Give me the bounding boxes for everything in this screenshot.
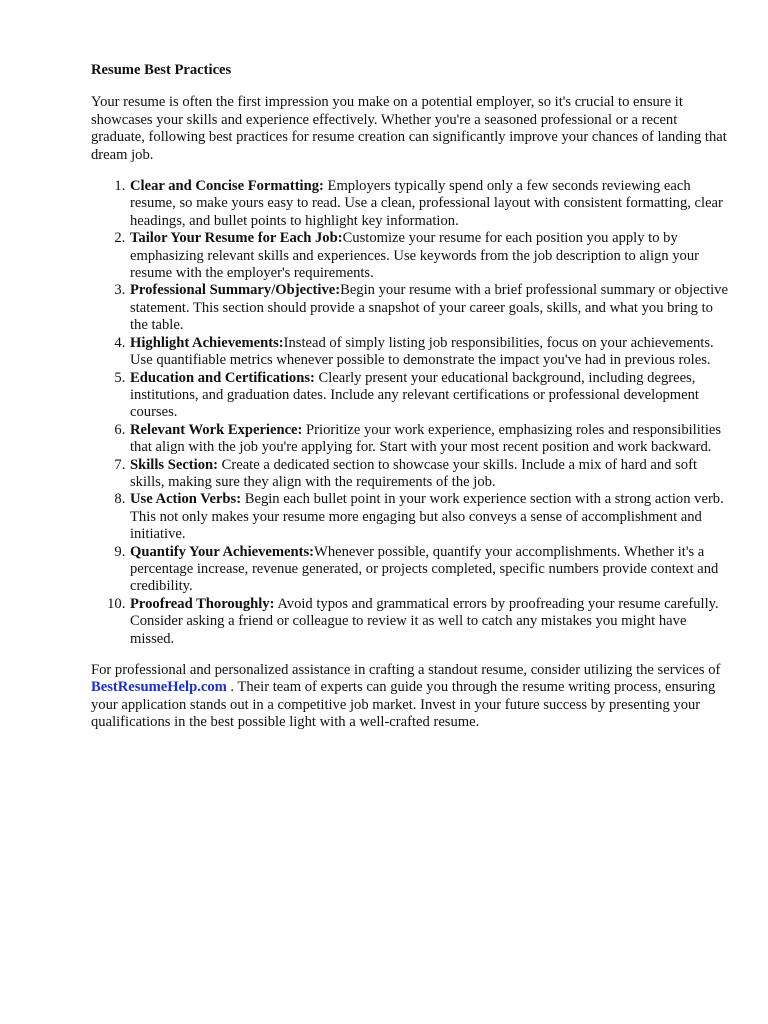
- list-item-text: Whenever possible, quantify your accomplishments. Whether it's a percentage increase, revenue generated, or projects completed, specific numbers provide context and credibility.: [130, 543, 719, 595]
- list-item: [129, 544, 731, 596]
- list-item: [129, 178, 731, 230]
- list-item-text: Prioritize your work experience, emphasizing roles and responsibilities that align with the job you're applying for. Start with your most recent position and work backward.: [130, 421, 722, 456]
- list-item-text: Avoid typos and grammatical errors by proofreading your resume carefully. Consider asking a friend or colleague to review it as well to catch any mistakes you might have missed.: [130, 595, 719, 647]
- closing-text-before: For professional and personalized assistance in crafting a standout resume, consider utilizing the services of: [91, 662, 721, 678]
- list-item-heading: Clear and Concise Formatting:: [130, 178, 324, 195]
- list-item: [129, 422, 731, 457]
- list-item-text: Customize your resume for each position you apply to by emphasizing relevant skills and experiences. Use keywords from the job description to align your resume with the employer's requirements.: [130, 230, 700, 282]
- list-item-text: Employers typically spend only a few seconds reviewing each resume, so make yours easy to read. Use a clean, professional layout with consistent formatting, clear headings, and bullet points to highlight key information.: [130, 178, 723, 229]
- list-item: [129, 282, 731, 334]
- list-item: [129, 596, 731, 648]
- list-item-heading: Highlight Achievements:: [130, 334, 284, 351]
- list-item-heading: Professional Summary/Objective:: [130, 282, 341, 299]
- document-title: Resume Best Practices: [91, 62, 232, 78]
- list-item-text: Begin each bullet point in your work experience section with a strong action verb. This not only makes your resume more engaging but also conveys a sense of accomplishment and initiative.: [130, 491, 724, 543]
- list-item-heading: Skills Section:: [130, 456, 218, 473]
- list-item-heading: Quantify Your Achievements:: [130, 543, 315, 560]
- closing-paragraph: [91, 662, 731, 732]
- list-item-text: Create a dedicated section to showcase your skills. Include a mix of hard and soft skills, making sure they align with the requirements of the job.: [130, 456, 697, 490]
- list-item-heading: Education and Certifications:: [130, 369, 315, 386]
- list-item: [129, 335, 731, 370]
- list-item: [129, 230, 731, 282]
- list-item: [129, 491, 731, 543]
- list-item: [129, 370, 731, 422]
- list-item-text: Clearly present your educational background, including degrees, institutions, and graduation dates. Include any relevant certifications or professional development courses.: [130, 369, 699, 421]
- list-item-heading: Tailor Your Resume for Each Job:: [130, 230, 343, 247]
- document-page: [91, 62, 731, 732]
- list-item-heading: Relevant Work Experience:: [130, 421, 303, 438]
- intro-paragraph: Your resume is often the first impression you make on a potential employer, so it's crucial to ensure it showcases your skills and experience effectively. Whether you're a seasoned professional or a recent graduate, following best practices for resume creation can significantly improve your chances of landing that dream job.: [91, 94, 727, 163]
- list-item: [129, 457, 731, 492]
- list-item-heading: Proofread Thoroughly:: [130, 595, 275, 612]
- best-practices-list: [91, 178, 731, 648]
- best-resume-help-link[interactable]: BestResumeHelp.com: [91, 679, 227, 696]
- closing-text-after: . Their team of experts can guide you through the resume writing process, ensuring your application stands out in a competitive job market. Invest in your future success by presenting your qualifications in the best possible light with a well-crafted resume.: [91, 679, 716, 731]
- list-item-text: Instead of simply listing job responsibilities, focus on your achievements. Use quantifiable metrics whenever possible to demonstrate the impact you've had in previous roles.: [130, 334, 714, 369]
- list-item-text: Begin your resume with a brief professional summary or objective statement. This section should provide a snapshot of your career goals, skills, and what you bring to the table.: [130, 282, 728, 334]
- list-item-heading: Use Action Verbs:: [130, 491, 242, 508]
